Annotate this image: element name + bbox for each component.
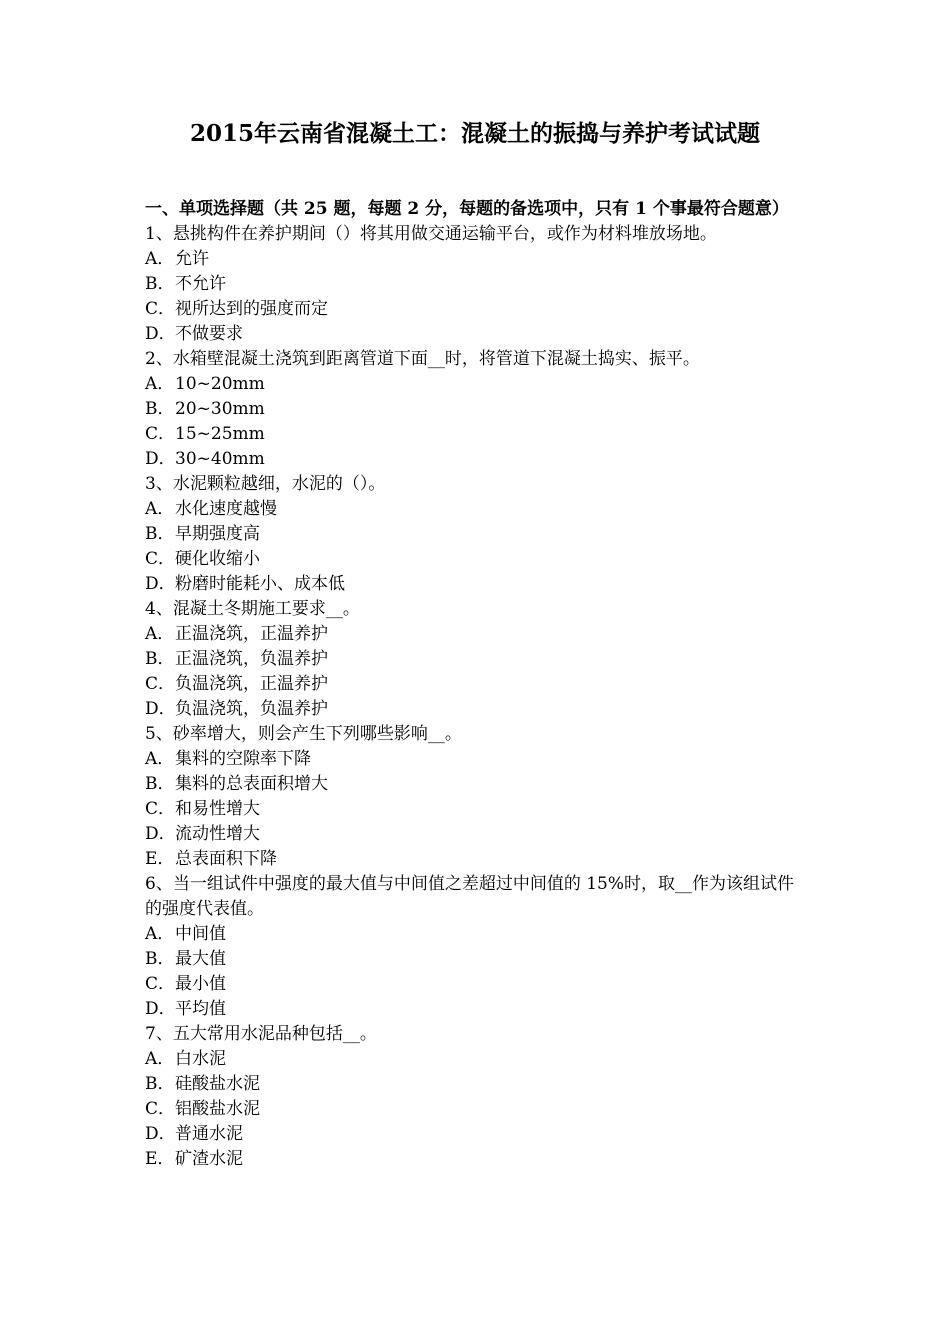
option-letter: B．: [145, 524, 175, 544]
option-text: 集料的空隙率下降: [175, 749, 311, 769]
option-letter: C．: [145, 549, 176, 569]
option-letter: B．: [145, 274, 175, 294]
option-letter: A．: [145, 374, 175, 394]
option-letter: A．: [145, 1049, 175, 1069]
question-stem: 2、水箱壁混凝土浇筑到距离管道下面__时，将管道下混凝土捣实、振平。: [145, 349, 700, 369]
option-text: 普通水泥: [175, 1124, 243, 1144]
question-item: [145, 347, 810, 472]
option-text: 水化速度越慢: [175, 499, 277, 519]
option-letter: A．: [145, 749, 175, 769]
option-letter: C．: [145, 674, 176, 694]
option-text: 早期强度高: [175, 524, 260, 544]
question-stem: 1、悬挑构件在养护期间（）将其用做交通运输平台，或作为材料堆放场地。: [145, 224, 717, 244]
answer-option: [145, 1072, 810, 1097]
question-stem: 3、水泥颗粒越细，水泥的（）。: [145, 474, 386, 494]
option-letter: C．: [145, 799, 176, 819]
option-letter: D．: [145, 1124, 176, 1144]
option-text: 10~20mm: [175, 374, 265, 394]
option-text: 硅酸盐水泥: [175, 1074, 260, 1094]
option-letter: B．: [145, 399, 175, 419]
answer-option: [145, 772, 810, 797]
option-letter: D．: [145, 824, 176, 844]
question-item: [145, 1022, 810, 1172]
answer-option: [145, 972, 810, 997]
option-text: 不允许: [175, 274, 226, 294]
option-letter: C．: [145, 974, 176, 994]
answer-option: [145, 822, 810, 847]
option-text: 15~25mm: [175, 424, 265, 444]
question-stem: 4、混凝土冬期施工要求__。: [145, 599, 360, 619]
option-text: 铝酸盐水泥: [175, 1099, 260, 1119]
document-title: 2015年云南省混凝土工：混凝土的振捣与养护考试试题: [189, 120, 760, 147]
question-stem: 6、当一组试件中强度的最大值与中间值之差超过中间值的 15%时，取__作为该组试件的强度代表值。: [145, 874, 795, 919]
answer-option: [145, 747, 810, 772]
answer-option: [145, 522, 810, 547]
option-text: 最小值: [175, 974, 226, 994]
option-letter: C．: [145, 1099, 176, 1119]
answer-option: [145, 1097, 810, 1122]
option-text: 白水泥: [175, 1049, 226, 1069]
answer-option: [145, 997, 810, 1022]
option-text: 最大值: [175, 949, 226, 969]
option-letter: A．: [145, 499, 175, 519]
option-letter: A．: [145, 249, 175, 269]
answer-option: [145, 397, 810, 422]
section-heading: 一、单项选择题（共 25 题，每题 2 分，每题的备选项中，只有 1 个事最符合题意）: [145, 199, 789, 219]
answer-option: [145, 247, 810, 272]
option-text: 总表面积下降: [175, 849, 277, 869]
option-text: 负温浇筑，负温养护: [175, 699, 328, 719]
answer-option: [145, 297, 810, 322]
question-stem: 7、五大常用水泥品种包括__。: [145, 1024, 377, 1044]
answer-option: [145, 272, 810, 297]
document-body: [145, 197, 810, 1172]
option-text: 允许: [175, 249, 209, 269]
option-text: 平均值: [175, 999, 226, 1019]
answer-option: [145, 497, 810, 522]
option-text: 中间值: [175, 924, 226, 944]
option-text: 负温浇筑，正温养护: [175, 674, 328, 694]
option-text: 20~30mm: [175, 399, 265, 419]
option-letter: A．: [145, 624, 175, 644]
answer-option: [145, 797, 810, 822]
answer-option: [145, 322, 810, 347]
option-text: 正温浇筑，负温养护: [175, 649, 328, 669]
option-text: 正温浇筑，正温养护: [175, 624, 328, 644]
question-item: [145, 222, 810, 347]
answer-option: [145, 947, 810, 972]
option-letter: B．: [145, 1074, 175, 1094]
answer-option: [145, 372, 810, 397]
option-letter: E．: [145, 1149, 175, 1169]
option-text: 粉磨时能耗小、成本低: [175, 574, 345, 594]
option-text: 集料的总表面积增大: [175, 774, 328, 794]
option-letter: D．: [145, 699, 176, 719]
question-item: [145, 872, 810, 1022]
option-letter: C．: [145, 424, 176, 444]
option-text: 矿渣水泥: [175, 1149, 243, 1169]
option-letter: C．: [145, 299, 176, 319]
option-letter: E．: [145, 849, 175, 869]
answer-option: [145, 447, 810, 472]
answer-option: [145, 1122, 810, 1147]
answer-option: [145, 422, 810, 447]
question-list: [145, 222, 810, 1172]
option-text: 硬化收缩小: [175, 549, 260, 569]
option-letter: B．: [145, 949, 175, 969]
answer-option: [145, 1047, 810, 1072]
answer-option: [145, 922, 810, 947]
option-text: 不做要求: [175, 324, 243, 344]
answer-option: [145, 672, 810, 697]
answer-option: [145, 622, 810, 647]
question-item: [145, 472, 810, 597]
option-text: 视所达到的强度而定: [175, 299, 328, 319]
answer-option: [145, 647, 810, 672]
question-item: [145, 597, 810, 722]
answer-option: [145, 1147, 810, 1172]
option-letter: B．: [145, 774, 175, 794]
option-letter: B．: [145, 649, 175, 669]
option-letter: D．: [145, 574, 176, 594]
option-letter: D．: [145, 999, 176, 1019]
option-text: 流动性增大: [175, 824, 260, 844]
option-letter: D．: [145, 449, 176, 469]
answer-option: [145, 847, 810, 872]
answer-option: [145, 547, 810, 572]
option-text: 30~40mm: [175, 449, 265, 469]
option-text: 和易性增大: [175, 799, 260, 819]
option-letter: A．: [145, 924, 175, 944]
option-letter: D．: [145, 324, 176, 344]
answer-option: [145, 697, 810, 722]
question-item: [145, 722, 810, 872]
question-stem: 5、砂率增大，则会产生下列哪些影响__。: [145, 724, 462, 744]
answer-option: [145, 572, 810, 597]
